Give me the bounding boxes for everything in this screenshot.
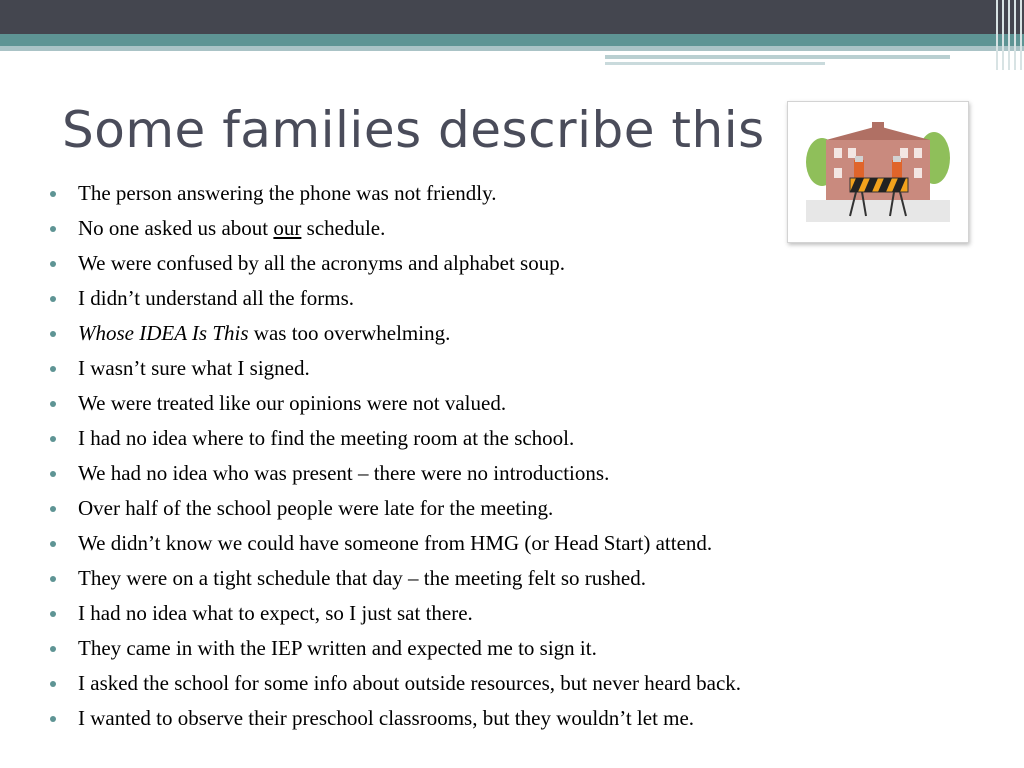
bullet-text: I wanted to observe their preschool classrooms, but they wouldn’t let me. — [78, 706, 695, 730]
bullet-text-before: No one asked us about — [78, 216, 274, 240]
bullet-dot-icon — [50, 646, 56, 652]
bullet-dot-icon — [50, 506, 56, 512]
school-barricade-image — [787, 101, 969, 243]
bullet-text: I asked the school for some info about outside resources, but never heard back. — [78, 671, 742, 695]
bullet-text: They came in with the IEP written and expected me to sign it. — [78, 636, 597, 660]
bullet-dot-icon — [50, 681, 56, 687]
list-item — [44, 526, 741, 561]
list-item — [44, 351, 741, 386]
bullet-dot-icon — [50, 331, 56, 337]
list-item — [44, 491, 741, 526]
bullet-dot-icon — [50, 261, 56, 267]
bullet-dot-icon — [50, 401, 56, 407]
list-item — [44, 246, 741, 281]
bullet-text: We were treated like our opinions were not valued. — [78, 391, 507, 415]
list-item — [44, 176, 741, 211]
bullet-dot-icon — [50, 191, 56, 197]
header-band-light — [0, 46, 1024, 51]
bullet-text-underlined: our — [273, 216, 302, 240]
header-accent-line — [605, 55, 950, 59]
bullet-text: We had no idea who was present – there were no introductions. — [78, 461, 610, 485]
list-item — [44, 561, 741, 596]
school-road-barricade-clipart-icon — [806, 122, 950, 222]
bullet-text: I didn’t understand all the forms. — [78, 286, 355, 310]
list-item — [44, 211, 741, 246]
bullet-dot-icon — [50, 541, 56, 547]
bullet-text: I had no idea where to find the meeting room at the school. — [78, 426, 575, 450]
bullet-text: I wasn’t sure what I signed. — [78, 356, 310, 380]
list-item — [44, 316, 741, 351]
slide-title: Some families describe this — [62, 101, 765, 159]
header-accent-line-short — [605, 62, 825, 65]
bullet-text: They were on a tight schedule that day – the meeting felt so rushed. — [78, 566, 646, 590]
list-item — [44, 281, 741, 316]
bullet-dot-icon — [50, 366, 56, 372]
bullet-text: We were confused by all the acronyms and alphabet soup. — [78, 251, 565, 275]
bullet-text: Over half of the school people were late for the meeting. — [78, 496, 554, 520]
list-item — [44, 421, 741, 456]
bullet-dot-icon — [50, 716, 56, 722]
header-band-dark — [0, 0, 1024, 34]
header-stripes — [994, 0, 1024, 70]
bullet-text-italic: Whose IDEA Is This — [78, 321, 249, 345]
list-item — [44, 596, 741, 631]
bullet-text: I had no idea what to expect, so I just sat there. — [78, 601, 473, 625]
bullet-dot-icon — [50, 611, 56, 617]
bullet-text: The person answering the phone was not friendly. — [78, 181, 497, 205]
bullet-list — [44, 176, 741, 736]
bullet-dot-icon — [50, 471, 56, 477]
bullet-text-after: schedule. — [301, 216, 386, 240]
list-item — [44, 456, 741, 491]
bullet-text: We didn’t know we could have someone from HMG (or Head Start) attend. — [78, 531, 713, 555]
bullet-dot-icon — [50, 436, 56, 442]
bullet-text-after: was too overwhelming. — [248, 321, 451, 345]
header-band-teal — [0, 34, 1024, 46]
list-item — [44, 386, 741, 421]
list-item — [44, 666, 741, 701]
list-item — [44, 631, 741, 666]
bullet-dot-icon — [50, 226, 56, 232]
bullet-dot-icon — [50, 576, 56, 582]
list-item — [44, 701, 741, 736]
bullet-dot-icon — [50, 296, 56, 302]
